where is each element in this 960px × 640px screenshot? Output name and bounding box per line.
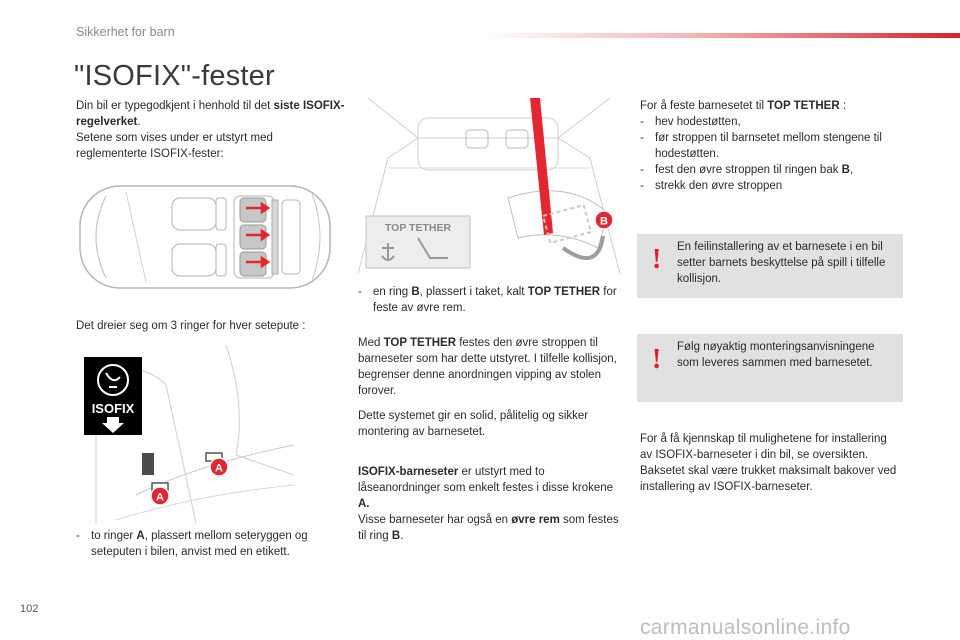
outro-paragraph: For å få kjennskap til mulighetene for installering av ISOFIX-barneseter i din bil, se oversikten. Baksetet skal være trukket maksimalt bakover ved installering av ISOFIX-barneseter.	[640, 433, 897, 493]
section-title: Sikkerhet for barn	[76, 25, 175, 39]
rings-paragraph: Det dreier seg om 3 ringer for hver setepute :	[76, 320, 306, 332]
header-accent-bar	[480, 33, 960, 38]
bullet-ring-b: - en ring B, plassert i taket, kalt TOP TETHER for feste av øvre rem.	[358, 286, 617, 314]
step-item: - hev hodestøtten,	[640, 116, 741, 128]
bullet-rings-a: - to ringer A, plassert mellom seteryggen og seteputen i bilen, anvist med en etikett.	[76, 530, 308, 558]
warning-text: Følg nøyaktig monteringsanvisningene som leveres sammen med barnesetet.	[677, 341, 875, 369]
top-tether-label: TOP TETHER	[384, 222, 452, 234]
warning-exclamation-icon: !	[652, 244, 662, 275]
car-top-view-figure	[76, 178, 334, 296]
system-paragraph: Dette systemet gir en solid, pålitelig og sikker montering av barnesetet.	[358, 410, 589, 438]
isofix-anchor-figure	[76, 345, 294, 523]
warning-box-instructions	[637, 334, 903, 402]
marker-a-upper: A	[215, 462, 223, 475]
step-item: - strekk den øvre stroppen	[640, 180, 783, 192]
marker-b: B	[600, 215, 608, 228]
warning-text: En feilinstallering av et barnesete i en bil setter barnets beskyttelse på spill i tilfelle kollisjon.	[677, 241, 886, 285]
intro-paragraph: Din bil er typegodkjent i henhold til det siste ISOFIX-regelverket. Setene som vises under er utstyrt med reglementerte ISOFIX-fester:	[76, 100, 345, 160]
warning-exclamation-icon: !	[652, 344, 662, 375]
marker-a-lower: A	[156, 491, 164, 504]
top-tether-figure	[358, 98, 620, 274]
isofix-label: ISOFIX	[91, 401, 135, 416]
step-item: - fest den øvre stroppen til ringen bak B,	[640, 164, 854, 176]
watermark: carmanualsonline.info	[640, 616, 851, 639]
page-number: 102	[20, 603, 39, 615]
page-heading: "ISOFIX"-fester	[74, 60, 275, 92]
step-item: - før stroppen til barnsetet mellom stengene til hodestøtten.	[640, 132, 882, 160]
warning-box-installation	[637, 234, 903, 298]
top-tether-steps: For å feste barnesetet til TOP TETHER : - hev hodestøtten, - før stroppen til barnsetet mellom stengene til hodestøtten. - fest den øvre stroppen til ringen bak B, - strekk den øvre stroppen	[640, 98, 902, 194]
isofix-seats-paragraph: ISOFIX-barneseter er utstyrt med to låseanordninger som enkelt festes i disse krokene A. Visse barneseter har også en øvre rem som festes til ring B.	[358, 466, 619, 542]
top-tether-paragraph: Med TOP TETHER festes den øvre stroppen til barneseter som har dette utstyret. I tilfelle kollisjon, begrenser denne anordningen vipping av stolen forover.	[358, 337, 617, 397]
